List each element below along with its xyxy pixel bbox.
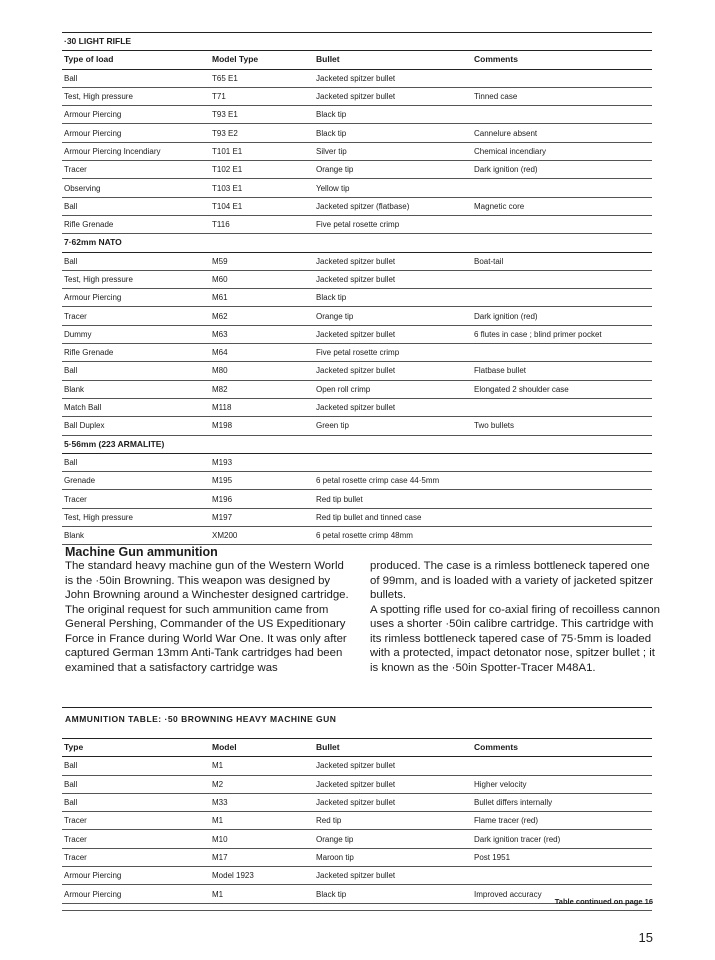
cell-comments: Chemical incendiary xyxy=(472,142,652,160)
cell-bullet: Yellow tip xyxy=(314,179,472,197)
table-row xyxy=(62,812,652,830)
cell-comments xyxy=(472,215,652,233)
column-header-type: Type xyxy=(62,739,210,757)
table-row xyxy=(62,398,652,416)
cell-type: Armour Piercing xyxy=(62,124,210,142)
cell-model: M198 xyxy=(210,417,314,435)
cell-type: Ball xyxy=(62,252,210,270)
cell-comments xyxy=(472,106,652,124)
column-header-bullet: Bullet xyxy=(314,739,472,757)
cell-bullet: Jacketed spitzer bullet xyxy=(314,398,472,416)
cell-comments: Tinned case xyxy=(472,87,652,105)
browning-ammunition-table xyxy=(62,738,652,904)
cell-comments xyxy=(472,472,652,490)
table-row xyxy=(62,197,652,215)
table-row xyxy=(62,87,652,105)
cell-bullet: Orange tip xyxy=(314,830,472,848)
table-row xyxy=(62,490,652,508)
cell-bullet: Orange tip xyxy=(314,161,472,179)
table-row xyxy=(62,508,652,526)
cell-comments xyxy=(472,527,652,545)
column-header-comments: Comments xyxy=(472,51,652,69)
small-arms-ammunition-table xyxy=(62,32,652,545)
cell-bullet: Five petal rosette crimp xyxy=(314,344,472,362)
column-header-bullet: Bullet xyxy=(314,51,472,69)
small-arms-table-body xyxy=(62,33,652,545)
cell-comments: 6 flutes in case ; blind primer pocket xyxy=(472,325,652,343)
table-row xyxy=(62,179,652,197)
cell-bullet: Jacketed spitzer (flatbase) xyxy=(314,197,472,215)
cell-comments: Magnetic core xyxy=(472,197,652,215)
page-number: 15 xyxy=(638,930,653,945)
cell-comments xyxy=(472,757,652,775)
cell-model: T93 E1 xyxy=(210,106,314,124)
cell-comments xyxy=(472,490,652,508)
cell-bullet: Jacketed spitzer bullet xyxy=(314,270,472,288)
section-title: ·30 LIGHT RIFLE xyxy=(62,33,652,51)
table-row xyxy=(62,142,652,160)
cell-model: M63 xyxy=(210,325,314,343)
cell-type: Armour Piercing Incendiary xyxy=(62,142,210,160)
table-header-row xyxy=(62,51,652,69)
cell-type: Dummy xyxy=(62,325,210,343)
cell-model: M80 xyxy=(210,362,314,380)
cell-comments: Dark ignition (red) xyxy=(472,161,652,179)
cell-type: Tracer xyxy=(62,307,210,325)
section-title-row xyxy=(62,234,652,252)
article-paragraph: A spotting rifle used for co-axial firing of recoilless cannon uses a shorter ·50in calibre cartridge. This cartridge with its rimless bottleneck tapered case of 75·5mm is loaded with a protected, impact detonator nose, spitzer bullet ; it is known as the ·50in Spotter-Tracer M48A1. xyxy=(370,603,660,674)
cell-comments xyxy=(472,867,652,885)
cell-bullet xyxy=(314,453,472,471)
cell-comments: Bullet differs internally xyxy=(472,793,652,811)
cell-model: M1 xyxy=(210,757,314,775)
cell-comments: Cannelure absent xyxy=(472,124,652,142)
table-row xyxy=(62,307,652,325)
cell-model: M59 xyxy=(210,252,314,270)
section-title: 5·56mm (223 ARMALITE) xyxy=(62,435,652,453)
cell-type: Ball xyxy=(62,775,210,793)
cell-type: Test, High pressure xyxy=(62,508,210,526)
cell-bullet: Silver tip xyxy=(314,142,472,160)
table-row xyxy=(62,867,652,885)
cell-bullet: Jacketed spitzer bullet xyxy=(314,867,472,885)
table-row xyxy=(62,380,652,398)
cell-bullet: Jacketed spitzer bullet xyxy=(314,252,472,270)
column-header-type: Type of load xyxy=(62,51,210,69)
cell-model: M195 xyxy=(210,472,314,490)
cell-bullet: Black tip xyxy=(314,289,472,307)
table-row xyxy=(62,453,652,471)
cell-type: Match Ball xyxy=(62,398,210,416)
cell-bullet: Red tip bullet and tinned case xyxy=(314,508,472,526)
cell-type: Ball xyxy=(62,757,210,775)
cell-model: M10 xyxy=(210,830,314,848)
cell-comments xyxy=(472,508,652,526)
cell-model: M1 xyxy=(210,812,314,830)
table-title: AMMUNITION TABLE: ·50 BROWNING HEAVY MACHINE GUN xyxy=(65,714,337,724)
cell-model: T93 E2 xyxy=(210,124,314,142)
cell-bullet: Black tip xyxy=(314,885,472,903)
section-title-row xyxy=(62,33,652,51)
cell-bullet: Jacketed spitzer bullet xyxy=(314,87,472,105)
cell-model: M82 xyxy=(210,380,314,398)
cell-comments: Boat-tail xyxy=(472,252,652,270)
cell-comments: Elongated 2 shoulder case xyxy=(472,380,652,398)
cell-comments: Higher velocity xyxy=(472,775,652,793)
cell-bullet: Orange tip xyxy=(314,307,472,325)
table-row xyxy=(62,124,652,142)
cell-type: Test, High pressure xyxy=(62,270,210,288)
cell-comments: Improved accuracy xyxy=(472,885,652,903)
cell-comments xyxy=(472,69,652,87)
cell-comments: Post 1951 xyxy=(472,848,652,866)
cell-comments: Flatbase bullet xyxy=(472,362,652,380)
article-paragraph: produced. The case is a rimless bottleneck tapered one of 99mm, and is loaded with a variety of jacketed spitzer bullets. xyxy=(370,560,654,601)
cell-type: Ball xyxy=(62,793,210,811)
cell-bullet: Red tip xyxy=(314,812,472,830)
cell-bullet: Open roll crimp xyxy=(314,380,472,398)
article-right-column xyxy=(370,559,660,675)
cell-type: Tracer xyxy=(62,161,210,179)
cell-model: M60 xyxy=(210,270,314,288)
cell-model: M1 xyxy=(210,885,314,903)
cell-bullet: Jacketed spitzer bullet xyxy=(314,793,472,811)
table-header-row xyxy=(62,739,652,757)
cell-comments xyxy=(472,398,652,416)
cell-type: Test, High pressure xyxy=(62,87,210,105)
table-row xyxy=(62,793,652,811)
cell-model: M118 xyxy=(210,398,314,416)
cell-type: Grenade xyxy=(62,472,210,490)
cell-bullet: 6 petal rosette crimp case 44·5mm xyxy=(314,472,472,490)
column-header-comments: Comments xyxy=(472,739,652,757)
cell-type: Tracer xyxy=(62,812,210,830)
cell-type: Ball xyxy=(62,197,210,215)
table-row xyxy=(62,527,652,545)
cell-bullet: Jacketed spitzer bullet xyxy=(314,757,472,775)
cell-type: Tracer xyxy=(62,848,210,866)
table-row xyxy=(62,757,652,775)
cell-model: T65 E1 xyxy=(210,69,314,87)
section-title: 7·62mm NATO xyxy=(62,234,652,252)
table-continued-note: Table continued on page 16 xyxy=(554,897,653,906)
cell-comments: Dark ignition (red) xyxy=(472,307,652,325)
cell-model: T102 E1 xyxy=(210,161,314,179)
article-left-column xyxy=(65,559,350,675)
column-header-model: Model xyxy=(210,739,314,757)
cell-bullet: Black tip xyxy=(314,124,472,142)
cell-comments xyxy=(472,289,652,307)
cell-type: Observing xyxy=(62,179,210,197)
cell-model: XM200 xyxy=(210,527,314,545)
cell-type: Armour Piercing xyxy=(62,885,210,903)
cell-model: M64 xyxy=(210,344,314,362)
table-row xyxy=(62,775,652,793)
cell-bullet: Jacketed spitzer bullet xyxy=(314,69,472,87)
table-row xyxy=(62,161,652,179)
cell-model: T116 xyxy=(210,215,314,233)
table-row xyxy=(62,472,652,490)
cell-type: Ball xyxy=(62,362,210,380)
section-heading: Machine Gun ammunition xyxy=(65,545,218,559)
cell-bullet: Maroon tip xyxy=(314,848,472,866)
divider xyxy=(62,707,652,708)
cell-bullet: Jacketed spitzer bullet xyxy=(314,362,472,380)
table-row xyxy=(62,270,652,288)
cell-type: Ball xyxy=(62,453,210,471)
article-paragraph: The standard heavy machine gun of the Western World is the ·50in Browning. This weapon was designed by John Browning around a Winchester designed cartridge. The original request for such ammunition came from General Pershing, Commander of the US Expeditionary Force in France during World War One. It was only after captured German 13mm Anti-Tank cartridges had been examined that a satisfactory cartridge was xyxy=(65,560,349,674)
cell-comments: Flame tracer (red) xyxy=(472,812,652,830)
table-row xyxy=(62,106,652,124)
cell-comments: Dark ignition tracer (red) xyxy=(472,830,652,848)
cell-bullet: Jacketed spitzer bullet xyxy=(314,325,472,343)
cell-bullet: Jacketed spitzer bullet xyxy=(314,775,472,793)
table-row xyxy=(62,830,652,848)
table-row xyxy=(62,69,652,87)
table-row xyxy=(62,848,652,866)
cell-bullet: Black tip xyxy=(314,106,472,124)
cell-model: T71 xyxy=(210,87,314,105)
cell-model: T104 E1 xyxy=(210,197,314,215)
cell-model: T101 E1 xyxy=(210,142,314,160)
cell-comments xyxy=(472,270,652,288)
cell-bullet: Red tip bullet xyxy=(314,490,472,508)
cell-type: Ball xyxy=(62,69,210,87)
cell-model: M33 xyxy=(210,793,314,811)
table-row xyxy=(62,344,652,362)
cell-type: Rifle Grenade xyxy=(62,215,210,233)
table-row xyxy=(62,252,652,270)
cell-type: Armour Piercing xyxy=(62,289,210,307)
column-header-model: Model Type xyxy=(210,51,314,69)
table-row xyxy=(62,215,652,233)
cell-model: M197 xyxy=(210,508,314,526)
cell-type: Rifle Grenade xyxy=(62,344,210,362)
cell-comments xyxy=(472,453,652,471)
section-title-row xyxy=(62,435,652,453)
cell-model: M17 xyxy=(210,848,314,866)
cell-model: M193 xyxy=(210,453,314,471)
table-row xyxy=(62,362,652,380)
cell-model: Model 1923 xyxy=(210,867,314,885)
cell-comments xyxy=(472,179,652,197)
cell-bullet: 6 petal rosette crimp 48mm xyxy=(314,527,472,545)
cell-type: Armour Piercing xyxy=(62,106,210,124)
cell-type: Tracer xyxy=(62,490,210,508)
cell-model: M61 xyxy=(210,289,314,307)
cell-bullet: Green tip xyxy=(314,417,472,435)
table-row xyxy=(62,325,652,343)
cell-type: Ball Duplex xyxy=(62,417,210,435)
browning-table-body xyxy=(62,757,652,903)
divider xyxy=(62,910,652,911)
table-row xyxy=(62,289,652,307)
cell-type: Tracer xyxy=(62,830,210,848)
cell-type: Blank xyxy=(62,527,210,545)
cell-comments xyxy=(472,344,652,362)
cell-comments: Two bullets xyxy=(472,417,652,435)
cell-model: T103 E1 xyxy=(210,179,314,197)
cell-type: Blank xyxy=(62,380,210,398)
cell-type: Armour Piercing xyxy=(62,867,210,885)
table-row xyxy=(62,417,652,435)
cell-model: M2 xyxy=(210,775,314,793)
cell-bullet: Five petal rosette crimp xyxy=(314,215,472,233)
cell-model: M196 xyxy=(210,490,314,508)
cell-model: M62 xyxy=(210,307,314,325)
